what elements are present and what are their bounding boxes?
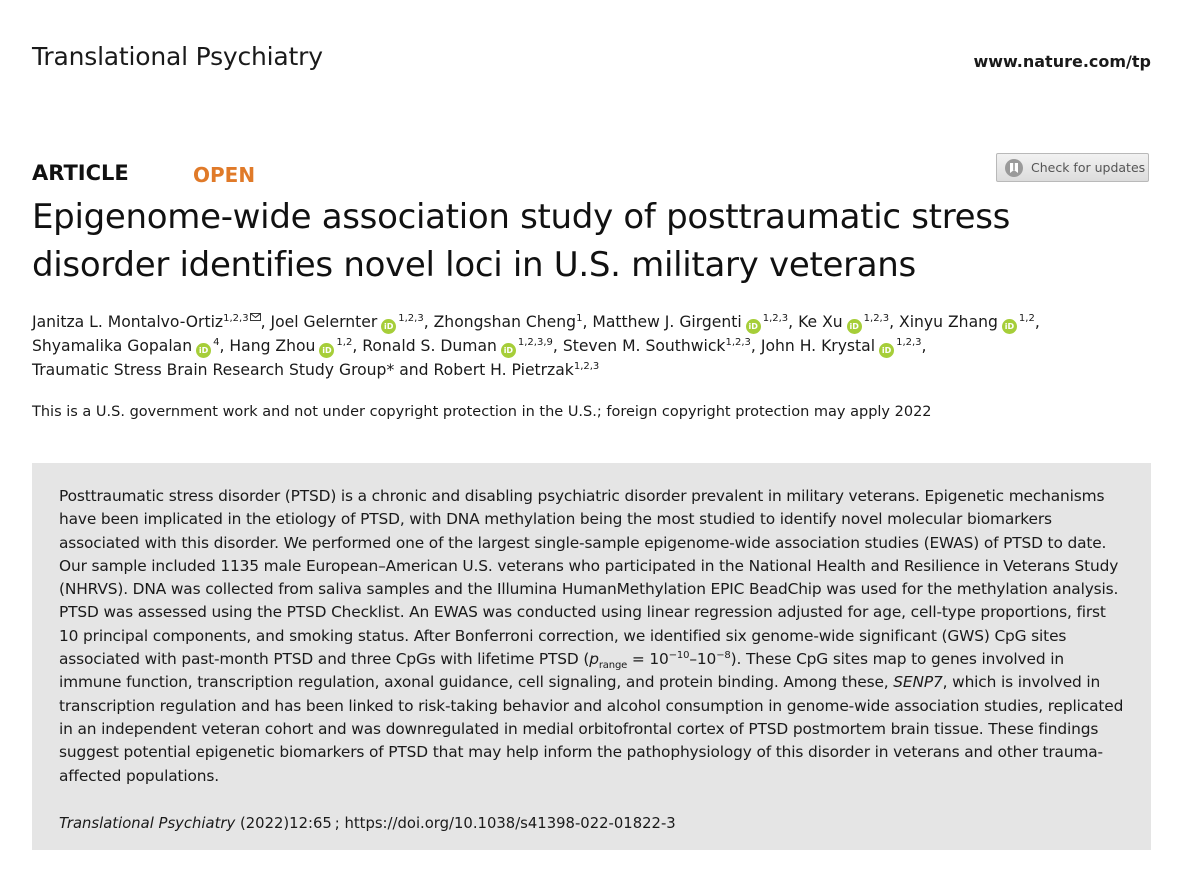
- journal-website-link[interactable]: www.nature.com/tp: [973, 52, 1151, 71]
- orcid-icon[interactable]: iD: [501, 343, 516, 358]
- author-name[interactable]: [592, 313, 788, 331]
- orcid-icon[interactable]: iD: [196, 343, 211, 358]
- author-name-text: Traumatic Stress Brain Research Study Group*: [32, 361, 395, 379]
- p-range-equals: = 10: [627, 650, 669, 669]
- author-name-text: Steven M. Southwick: [562, 337, 726, 355]
- author-name-text: Xinyu Zhang: [899, 313, 998, 331]
- author-name-text: Ke Xu: [798, 313, 843, 331]
- mail-icon[interactable]: [250, 313, 261, 321]
- author-affiliation: 1,2,3: [398, 312, 424, 324]
- author-name-text: Janitza L. Montalvo-Ortiz: [32, 313, 224, 331]
- article-type-label: ARTICLE: [32, 161, 129, 185]
- citation-line: [59, 815, 676, 832]
- author-name[interactable]: [563, 337, 751, 355]
- author-name[interactable]: [32, 337, 219, 355]
- p-range-subscript: range: [598, 660, 628, 672]
- article-title-line-1: Epigenome-wide association study of posttraumatic stress: [32, 197, 1011, 237]
- author-name[interactable]: [761, 337, 922, 355]
- author-name[interactable]: [32, 313, 261, 331]
- article-title: [32, 193, 1152, 289]
- orcid-icon[interactable]: iD: [746, 319, 761, 334]
- copyright-notice: This is a U.S. government work and not under copyright protection in the U.S.; foreign copyright protection may apply 2022: [32, 404, 932, 420]
- author-name[interactable]: [270, 313, 423, 331]
- author-name-text: John H. Krystal: [760, 337, 876, 355]
- author-name-text: Shyamalika Gopalan: [32, 337, 193, 355]
- crossmark-icon: [1004, 158, 1024, 178]
- journal-name[interactable]: Translational Psychiatry: [32, 42, 323, 71]
- author-name[interactable]: [434, 313, 583, 331]
- abstract-part-2: ). These CpG sites map to genes involved in immune function, transcription regulation, axonal guidance, cell signaling, and protein binding. Among these,: [59, 650, 1064, 692]
- abstract-part-3: , which is involved in transcription regulation and has been linked to risk-taking behavior and alcohol consumption in genome-wide association studies, replicated in an independent veteran cohort and was downregulated in medial orbitofrontal cortex of PTSD postmortem brain tissue. These findings suggest potential epigenetic biomarkers of PTSD that may help inform the pathophysiology of this disorder in veterans and other trauma-affected populations.: [59, 673, 1124, 785]
- citation-doi[interactable]: (2022)12:65 ; https://doi.org/10.1038/s41398-022-01822-3: [235, 815, 676, 832]
- author-affiliation: 1,2,3: [573, 360, 600, 372]
- citation-journal: Translational Psychiatry: [59, 815, 236, 832]
- abstract-text: [59, 485, 1127, 788]
- gene-name: SENP7: [893, 673, 943, 692]
- p-range-symbol: p: [589, 650, 599, 669]
- check-for-updates-button[interactable]: [996, 153, 1149, 182]
- author-name[interactable]: [32, 361, 394, 379]
- author-name-text: Joel Gelernter: [270, 313, 378, 331]
- author-name[interactable]: [229, 337, 352, 355]
- author-name[interactable]: [362, 337, 553, 355]
- p-range-exponent-low: −10: [668, 649, 690, 661]
- author-name-text: Hang Zhou: [229, 337, 316, 355]
- author-affiliation: 4: [213, 336, 220, 348]
- p-range-exponent-high: −8: [716, 649, 731, 661]
- orcid-icon[interactable]: iD: [1002, 319, 1017, 334]
- check-for-updates-label: Check for updates: [1031, 160, 1146, 175]
- author-name[interactable]: [798, 313, 889, 331]
- author-affiliation: 1,2,3: [896, 336, 922, 348]
- author-affiliation: 1,2,3: [863, 312, 890, 324]
- author-affiliation: 1,2,3,9: [517, 336, 553, 348]
- orcid-icon[interactable]: iD: [847, 319, 862, 334]
- author-name-text: Matthew J. Girgenti: [592, 313, 742, 331]
- article-title-line-2: disorder identifies novel loci in U.S. military veterans: [32, 245, 916, 285]
- p-range-dash: –10: [689, 650, 717, 669]
- orcid-icon[interactable]: iD: [319, 343, 334, 358]
- author-affiliation: 1,2: [1018, 312, 1035, 324]
- author-affiliation: 1,2: [336, 336, 353, 348]
- orcid-icon[interactable]: iD: [381, 319, 396, 334]
- author-name-text: Zhongshan Cheng: [433, 313, 577, 331]
- author-affiliation: 1,2,3: [223, 312, 249, 324]
- abstract-box: [32, 463, 1151, 850]
- author-list: Janitza L. Montalvo-Ortiz$^{1,2,3}$ , Joel Gelernter iD$^{1,2,3}$, Zhongshan Cheng$^1$, Matthew J. Girgenti iD$^{1,2,3}$, Ke Xu iD$^{1,2,3}$, Xinyu Zhang iD$^{1,2}$, Shyamalika Gopalan $iD^4$, Hang Zhou iD$^{1,2}$, Ronald S. Duman iD$^{1,2,3,9}$, Steven M. Southwick$^{1,2,3}$, John H. Krystal iD$^{1,2,3}$, Traumatic Stress Brain Research Study Group* and Robert H. Pietrzak$^{1,2,3}$: [32, 312, 1040, 379]
- author-affiliation: 1,2,3: [762, 312, 789, 324]
- abstract-part-1: Posttraumatic stress disorder (PTSD) is a chronic and disabling psychiatric disorder prevalent in military veterans. Epigenetic mechanisms have been implicated in the etiology of PTSD, with DNA methylation being the most studied to identify novel molecular biomarkers associated with this disorder. We performed one of the largest single-sample epigenome-wide association studies (EWAS) of PTSD to date. Our sample included 1135 male European–American U.S. veterans who participated in the National Health and Resilience in Veterans Study (NHRVS). DNA was collected from saliva samples and the Illumina HumanMethylation EPIC BeadChip was used for the methylation analysis. PTSD was assessed using the PTSD Checklist. An EWAS was conducted using linear regression adjusted for age, cell-type proportions, first 10 principal components, and smoking status. After Bonferroni correction, we identified six genome-wide significant (GWS) CpG sites associated with past-month PTSD and three CpGs with lifetime PTSD (: [59, 487, 1119, 669]
- open-access-badge: OPEN: [193, 163, 256, 187]
- author-affiliation: 1,2,3: [725, 336, 751, 348]
- author-name-text: Ronald S. Duman: [362, 337, 497, 355]
- author-name[interactable]: [899, 313, 1035, 331]
- author-name[interactable]: [434, 361, 600, 379]
- orcid-icon[interactable]: iD: [879, 343, 894, 358]
- author-affiliation: 1: [576, 312, 583, 324]
- author-name-text: Robert H. Pietrzak: [433, 361, 574, 379]
